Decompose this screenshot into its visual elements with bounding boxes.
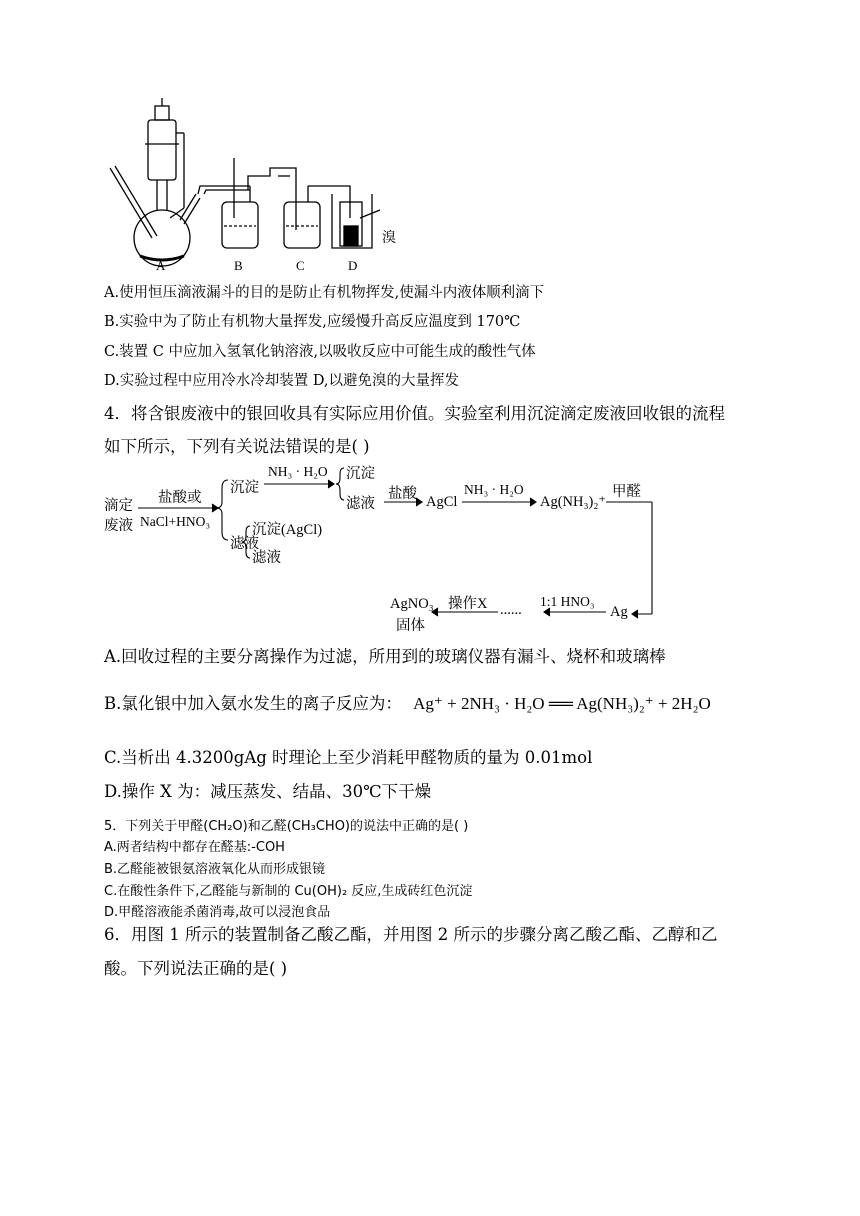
flow-complex: Ag(NH₃)₂⁺ xyxy=(540,494,607,510)
label-b: B xyxy=(234,258,243,273)
q5-option-c: C.在酸性条件下,乙醛能与新制的 Cu(OH)₂ 反应,生成砖红色沉淀 xyxy=(104,884,473,899)
flow-lower-filtrate: 滤液 xyxy=(252,550,281,566)
q4-option-b-equation: Ag⁺ + 2NH₃ · H₂O ══ Ag(NH₃)₂⁺ + 2H₂O xyxy=(413,694,711,713)
q4-option-d: D.操作 X 为：减压蒸发、结晶、30℃下干燥 xyxy=(104,782,432,801)
flow-dots: ...... xyxy=(500,602,522,618)
q3-option-d: D.实验过程中应用冷水冷却装置 D,以避免溴的大量挥发 xyxy=(104,373,460,389)
flow-reagent-top: 盐酸或 xyxy=(158,490,202,506)
flow-start-1: 滴定 xyxy=(104,498,133,514)
q4-option-b xyxy=(104,690,711,714)
apparatus-figure xyxy=(100,98,420,276)
label-a: A xyxy=(156,258,166,273)
flow-lower: 滤液 xyxy=(230,536,259,552)
flow-op-x: 操作X xyxy=(448,596,488,612)
q3-option-c: C.装置 C 中应加入氢氧化钠溶液,以吸收反应中可能生成的酸性气体 xyxy=(104,344,536,360)
q4-option-c: C.当析出 4.3200gAg 时理论上至少消耗甲醛物质的量为 0.01mol xyxy=(104,748,593,767)
q4-option-a: A.回收过程的主要分离操作为过滤，所用到的玻璃仪器有漏斗、烧杯和玻璃棒 xyxy=(104,647,666,666)
flow-hno3: 1:1 HNO₃ xyxy=(540,594,595,609)
q6-line2: 酸。下列说法正确的是( ) xyxy=(104,959,288,978)
label-c: C xyxy=(296,258,305,273)
flow-nh3-reagent2: NH₃ · H₂O xyxy=(464,482,524,497)
flow-upper: 沉淀 xyxy=(230,480,259,496)
flow-formaldehyde: 甲醛 xyxy=(612,484,641,500)
q5-option-b: B.乙醛能被银氨溶液氧化从而形成银镜 xyxy=(104,862,326,877)
flow-upper-filtrate: 滤液 xyxy=(346,496,375,512)
q6-line1: 6．用图 1 所示的装置制备乙酸乙酯，并用图 2 所示的步骤分离乙酸乙酯、乙醇和乙 xyxy=(104,925,718,944)
flow-hcl: 盐酸 xyxy=(388,486,417,502)
flow-nh3-reagent: NH₃ · H₂O xyxy=(268,464,328,479)
flow-start-2: 废液 xyxy=(104,518,133,534)
q5-option-d: D.甲醛溶液能杀菌消毒,故可以浸泡食品 xyxy=(104,905,331,920)
flow-product-2: 固体 xyxy=(396,618,425,634)
flow-ag: Ag xyxy=(610,604,628,620)
q3-option-a: A.使用恒压滴液漏斗的目的是防止有机物挥发,使漏斗内液体顺利滴下 xyxy=(104,285,545,301)
flow-product-1: AgNO₃ xyxy=(390,596,434,612)
label-d: D xyxy=(348,258,358,273)
flow-chart xyxy=(100,462,660,632)
flow-reagent-bottom: NaCl+HNO₃ xyxy=(140,514,211,529)
q5-stem: 5．下列关于甲醛(CH₂O)和乙醛(CH₃CHO)的说法中正确的是( ) xyxy=(104,819,469,834)
q3-option-b: B.实验中为了防止有机物大量挥发,应缓慢升高反应温度到 170℃ xyxy=(104,314,521,330)
flow-agcl: AgCl xyxy=(426,494,458,510)
q4-option-b-prefix: B.氯化银中加入氨水发生的离子反应为： xyxy=(104,694,402,713)
flow-lower-ppt: 沉淀(AgCl) xyxy=(252,522,323,538)
q4-stem-line1: 4．将含银废液中的银回收具有实际应用价值。实验室利用沉淀滴定废液回收银的流程 xyxy=(104,404,725,423)
bromine-label: 溴 xyxy=(382,231,396,246)
q5-option-a: A.两者结构中都存在醛基:-COH xyxy=(104,840,285,855)
q4-stem-line2: 如下所示，下列有关说法错误的是( ) xyxy=(104,437,370,456)
flow-upper-ppt: 沉淀 xyxy=(346,466,375,482)
